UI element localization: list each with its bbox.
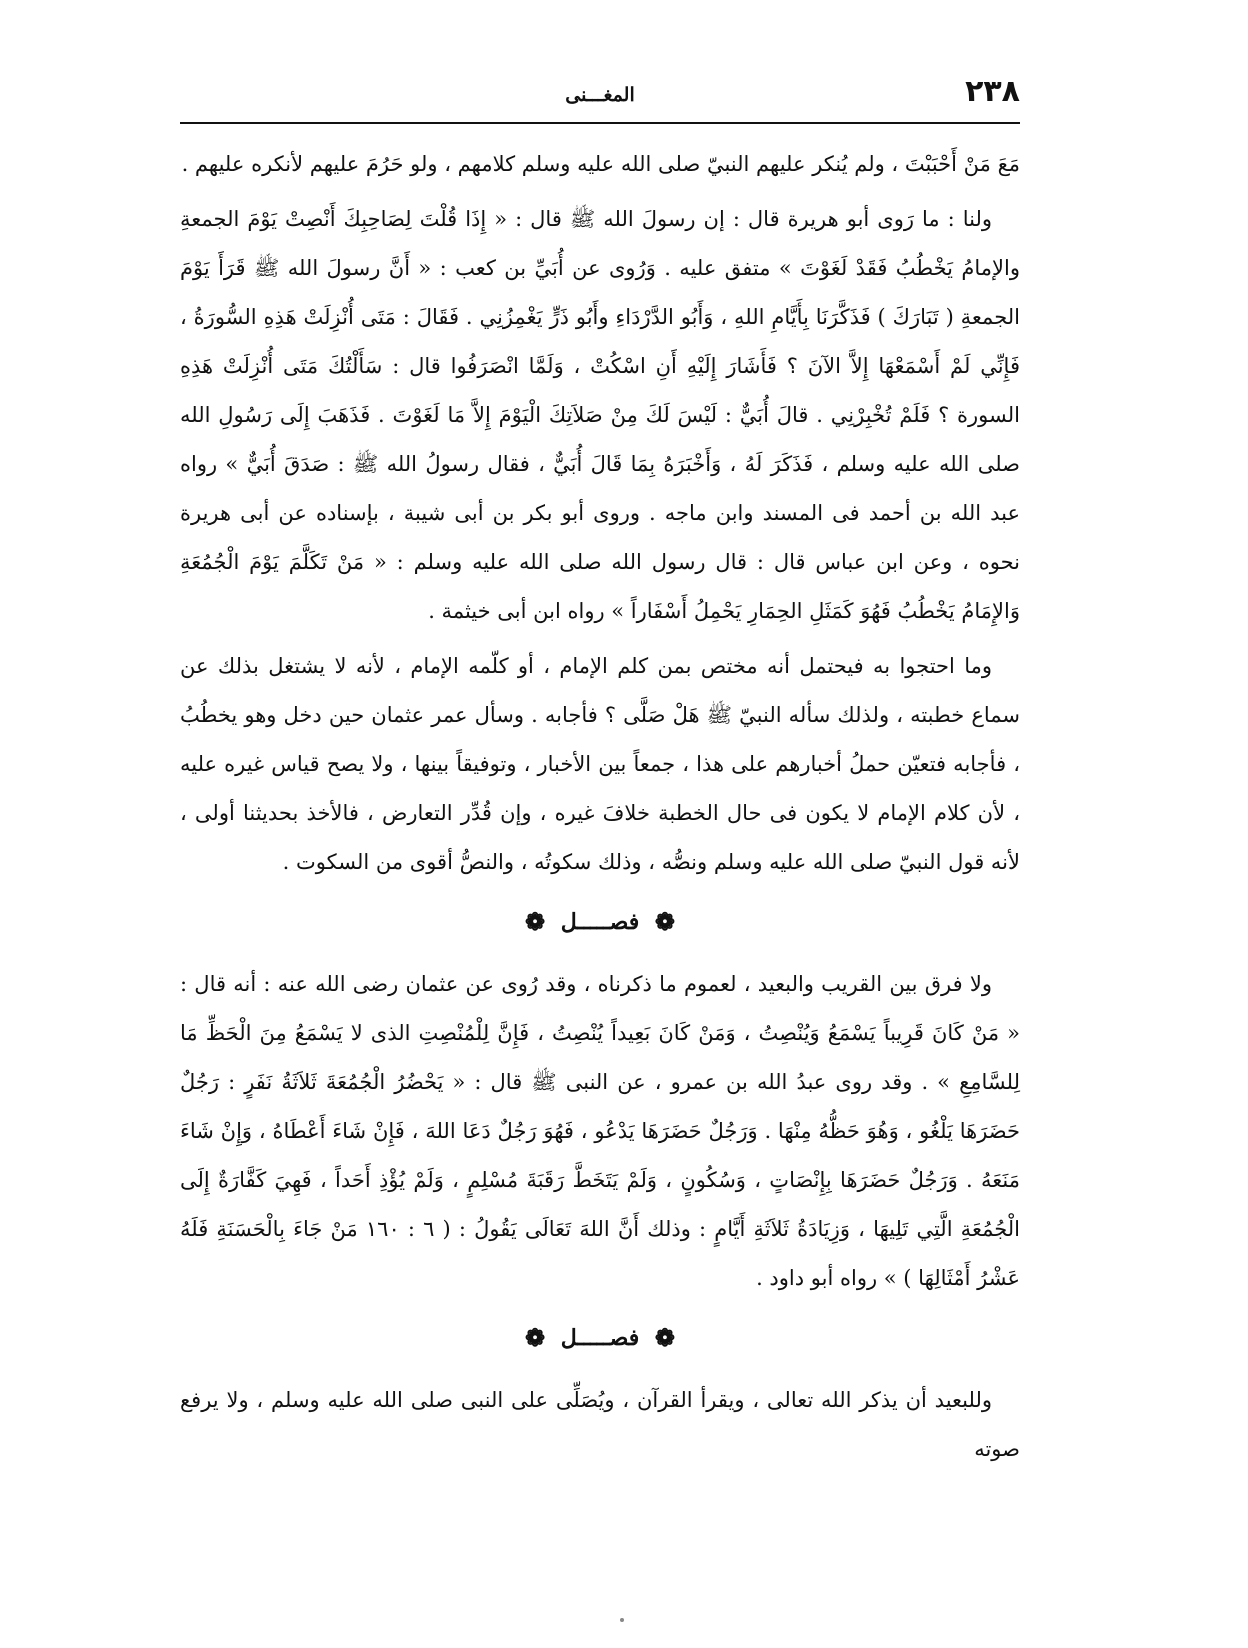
section-heading <box>180 1309 1020 1366</box>
floral-ornament-icon: ❁ <box>654 907 676 936</box>
floral-ornament-icon: ❁ <box>524 1323 546 1352</box>
paragraph: وما احتجوا به فيحتمل أنه مختص بمن كلم الإمام ، أو كلّمه الإمام ، لأنه لا يشتغل بذلك عن سماع خطبته ، ولذلك سأله النبيّ ﷺ هَلْ صَلَّى ؟ فأجابه . وسأل عمر عثمان حين دخل وهو يخطُبُ ، فأجابه فتعيّن حملُ أخبارهم على هذا ، جمعاً بين الأخبار ، وتوفيقاً بينها ، ولا يصح قياس غيره عليه ، لأن كلام الإمام لا يكون فى حال الخطبة خلافَ غيره ، وإن قُدِّر التعارض ، فالأخذ بحديثنا أولى ، لأنه قول النبيّ صلى الله عليه وسلم ونصُّه ، وذلك سكوتُه ، والنصُّ أقوى من السكوت . <box>180 654 1020 874</box>
page-number: ٢٣٨ <box>965 74 1020 109</box>
paragraph: وللبعيد أن يذكر الله تعالى ، ويقرأ القرآن ، ويُصَلِّى على النبى صلى الله عليه وسلم ، ولا يرفع صوته <box>180 1388 1020 1461</box>
page-body <box>180 140 1020 1480</box>
section-heading-text: فصـــــل <box>560 1325 640 1351</box>
paragraph: مَعَ مَنْ أَحْبَبْتَ ، ولم يُنكر عليهم النبيّ صلى الله عليه وسلم كلامهم ، ولو حَرُمَ عليهم لأنكره عليهم . <box>181 152 1020 176</box>
running-title: المغـــنى <box>565 84 635 106</box>
section-heading <box>180 893 1020 950</box>
section-heading-text: فصـــــل <box>560 909 640 935</box>
floral-ornament-icon: ❁ <box>654 1323 676 1352</box>
floral-ornament-icon: ❁ <box>524 907 546 936</box>
page-header <box>180 74 1020 124</box>
paragraph: ولنا : ما رَوى أبو هريرة قال : إن رسولَ الله ﷺ قال : « إِذَا قُلْتَ لِصَاحِبِكَ أَنْصِتْ يَوْمَ الجمعةِ والإمامُ يَخْطُبُ فَقَدْ لَغَوْتَ » متفق عليه . وَرُوى عن أُبَيِّ بن كعب : « أَنَّ رسولَ الله ﷺ قَرَأَ يَوْمَ الجمعةِ ( تَبَارَكَ ) فَذَكَّرَنَا بِأَيَّامِ اللهِ ، وَأَبُو الدَّرْدَاءِ وأَبُو ذَرٍّ يَغْمِزُنِي . فَقَالَ : مَتَى أُنْزِلَتْ هَذِهِ السُّورَةُ ، فَإِنِّي لَمْ أَسْمَعْهَا إِلاَّ الآنَ ؟ فَأَشَارَ إِلَيْهِ أَنِ اسْكُتْ ، وَلَمَّا انْصَرَفُوا قال : سَأَلْتُكَ مَتَى أُنْزِلَتْ هَذِهِ السورة ؟ فَلَمْ تُخْبِرْنِي . قالَ أُبَيٌّ : لَيْسَ لَكَ مِنْ صَلاَتِكَ الْيَوْمَ إِلاَّ مَا لَغَوْتَ . فَذَهَبَ إِلَى رَسُولِ الله صلى الله عليه وسلم ، فَذَكَرَ لَهُ ، وَأَخْبَرَهُ بِمَا قَالَ أُبَيٌّ ، فقال رسولُ الله ﷺ : صَدَقَ أُبَيٌّ » رواه عبد الله بن أحمد فى المسند وابن ماجه . وروى أبو بكر بن أبى شيبة ، بإسناده عن أبى هريرة نحوه ، وعن ابن عباس قال : قال رسول الله صلى الله عليه وسلم : « مَنْ تَكَلَّمَ يَوْمَ الْجُمُعَةِ وَالإِمَامُ يَخْطُبُ فَهُوَ كَمَثَلِ الحِمَارِ يَحْمِلُ أَسْفَاراً » رواه ابن أبى خيثمة . <box>180 207 1020 623</box>
scan-mark <box>620 1618 624 1622</box>
paragraph: ولا فرق بين القريب والبعيد ، لعموم ما ذكرناه ، وقد رُوى عن عثمان رضى الله عنه : أنه قال : « مَنْ كَانَ قَرِيباً يَسْمَعُ وَيُنْصِتُ ، وَمَنْ كَانَ بَعِيداً يُنْصِتُ ، فَإِنَّ لِلْمُنْصِتِ الذى لا يَسْمَعُ مِنَ الْحَظِّ مَا لِلسَّامِعِ » . وقد روى عبدُ الله بن عمرو ، عن النبى ﷺ قال : « يَحْضُرُ الْجُمُعَةَ ثَلاَثَةُ نَفَرٍ : رَجُلٌ حَضَرَهَا يَلْغُو ، وَهُوَ حَظُّهُ مِنْهَا . وَرَجُلٌ حَضَرَهَا يَدْعُو ، فَهُوَ رَجُلٌ دَعَا اللهَ ، فَإِنْ شَاءَ أَعْطَاهُ ، وَإِنْ شَاءَ مَنَعَهُ . وَرَجُلٌ حَضَرَهَا بِإِنْصَاتٍ ، وَسُكُونٍ ، وَلَمْ يَتَخَطَّ رَقَبَةَ مُسْلِمٍ ، وَلَمْ يُؤْذِ أَحَداً ، فَهِيَ كَفَّارَةٌ إِلَى الْجُمُعَةِ الَّتِي تَلِيهَا ، وَزِيَادَةُ ثَلاَثَةِ أَيَّامٍ : وذلك أَنَّ اللهَ تَعَالَى يَقُولُ : ( ٦ : ١٦٠ مَنْ جَاءَ بِالْحَسَنَةِ فَلَهُ عَشْرُ أَمْثَالِهَا ) » رواه أبو داود . <box>180 972 1021 1290</box>
